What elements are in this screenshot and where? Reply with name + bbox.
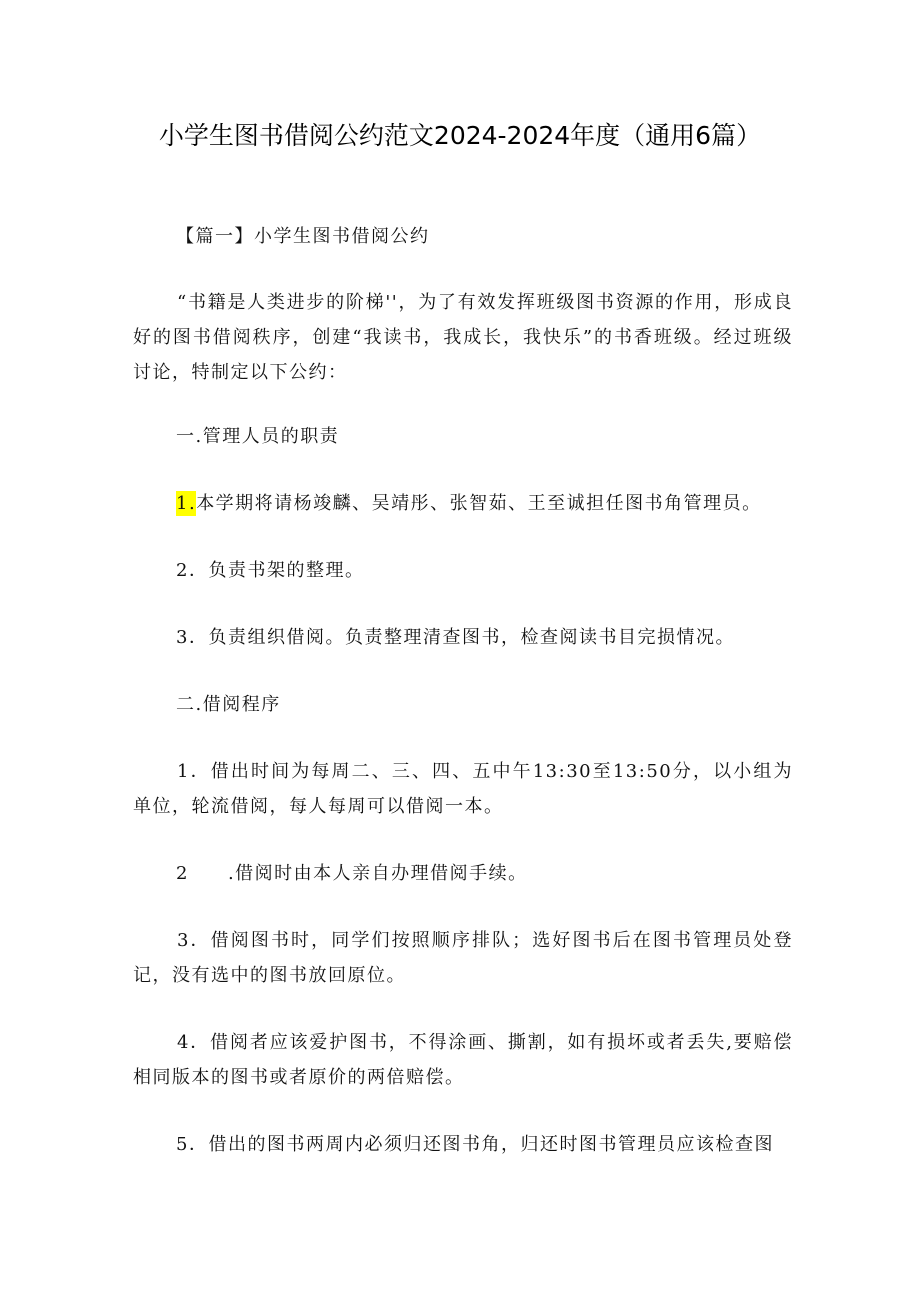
part2-item4: 4．借阅者应该爱护图书，不得涂画、撕割，如有损坏或者丢失,要赔偿相同版本的图书或者原价的两倍赔偿。 [133,1032,793,1088]
section-heading: 【篇一】小学生图书借阅公约 [176,226,430,247]
part1-item2: 2．负责书架的整理。 [176,560,365,581]
intro-paragraph: “书籍是人类进步的阶梯''，为了有效发挥班级图书资源的作用，形成良好的图书借阅秩序，创建“我读书，我成长，我快乐”的书香班级。经过班级讨论，特制定以下公约： [133,292,793,383]
part2-item2: 2 .借阅时由本人亲自办理借阅手续。 [176,863,528,884]
part2-item5: 5．借出的图书两周内必须归还图书角，归还时图书管理员应该检查图 [176,1134,774,1155]
highlighted-number: 1. [176,493,197,514]
document-title: 小学生图书借阅公约范文2024-2024年度（通用6篇） [158,121,762,150]
part1-item1-text: 本学期将请杨竣麟、吴靖彤、张智茹、王至诚担任图书角管理员。 [196,493,762,514]
part2-item3: 3．借阅图书时，同学们按照顺序排队；选好图书后在图书管理员处登记，没有选中的图书放回原位。 [133,930,793,986]
part1-item3: 3．负责组织借阅。负责整理清查图书，检查阅读书目完损情况。 [176,627,735,648]
part1-heading: 一.管理人员的职责 [176,426,340,447]
part2-item1: 1．借出时间为每周二、三、四、五中午13:30至13:50分，以小组为单位，轮流借阅，每人每周可以借阅一本。 [133,761,793,817]
part1-item1 [176,486,836,521]
part2-heading: 二.借阅程序 [176,694,281,715]
